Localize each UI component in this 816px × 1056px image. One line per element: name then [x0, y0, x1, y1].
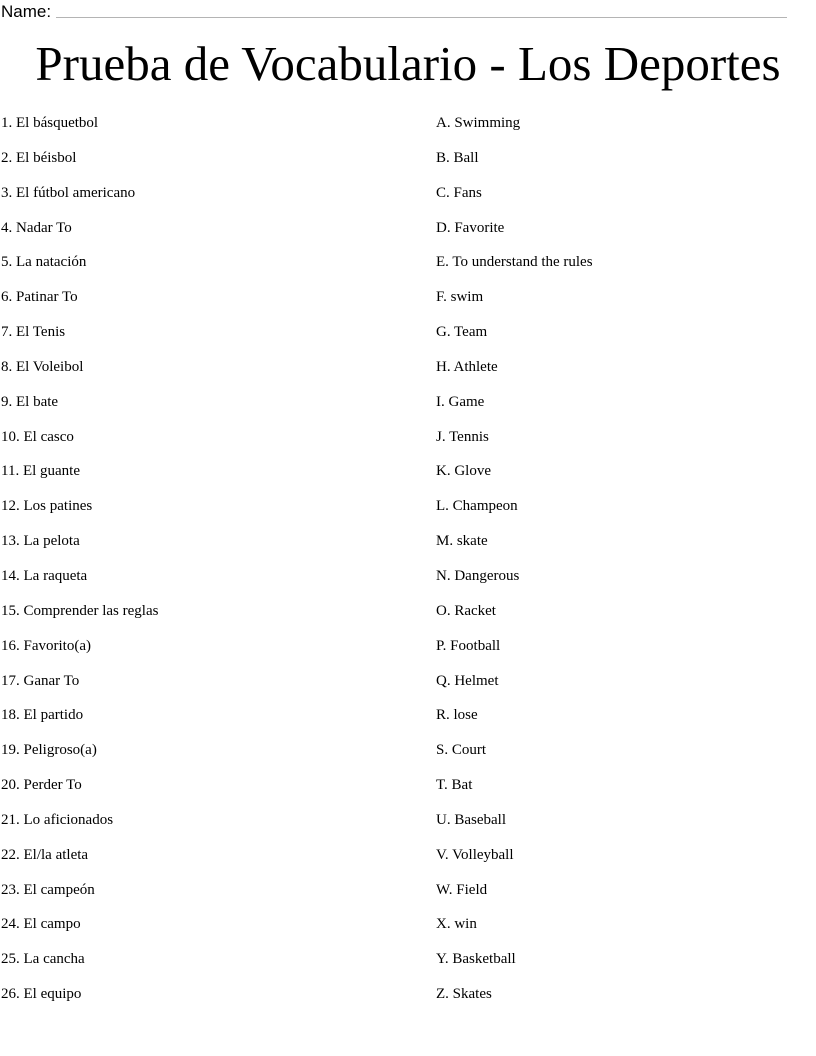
- vocab-term-item: 2. El béisbol: [1, 149, 77, 166]
- answer-choice-item: Q. Helmet: [436, 672, 499, 689]
- answer-choice-item: E. To understand the rules: [436, 254, 593, 271]
- vocab-term-item: 25. La cancha: [1, 951, 85, 968]
- vocab-term-item: 20. Perder To: [1, 777, 82, 794]
- answer-choice-item: B. Ball: [436, 149, 479, 166]
- vocab-term-item: 1. El básquetbol: [1, 115, 99, 131]
- answer-choice-item: R. lose: [436, 707, 478, 724]
- vocab-term-item: 23. El campeón: [1, 881, 95, 898]
- vocab-term-item: 16. Favorito(a): [1, 637, 91, 654]
- answer-choice-item: O. Racket: [436, 602, 496, 619]
- answer-choice-item: L. Champeon: [436, 498, 518, 515]
- answer-choice-item: P. Football: [436, 637, 501, 654]
- vocab-term-item: 18. El partido: [1, 707, 84, 724]
- answer-choice-item: T. Bat: [436, 777, 473, 794]
- answer-choice-item: I. Game: [436, 393, 485, 410]
- page-title: Prueba de Vocabulario - Los Deportes: [35, 36, 781, 91]
- vocab-term-item: 10. El casco: [1, 428, 74, 445]
- vocab-term-item: 11. El guante: [1, 463, 81, 480]
- answer-choice-item: D. Favorite: [436, 219, 505, 236]
- answer-choice-item: N. Dangerous: [436, 567, 520, 584]
- vocab-term-item: 22. El/la atleta: [1, 846, 89, 863]
- answer-choice-item: X. win: [436, 916, 477, 933]
- vocab-term-item: 3. El fútbol americano: [1, 184, 136, 201]
- vocab-term-item: 9. El bate: [1, 393, 59, 410]
- vocab-term-item: 21. Lo aficionados: [1, 811, 114, 828]
- answer-choice-item: J. Tennis: [436, 428, 489, 445]
- vocab-term-item: 8. El Voleibol: [1, 358, 84, 375]
- vocab-term-item: 13. La pelota: [1, 533, 80, 550]
- answer-choice-item: F. swim: [436, 289, 484, 306]
- answer-choice-item: W. Field: [436, 881, 488, 898]
- name-blank-line[interactable]: [56, 17, 787, 18]
- answer-choice-item: Z. Skates: [436, 986, 492, 1003]
- answer-choice-item: A. Swimming: [436, 115, 521, 131]
- answer-choice-item: G. Team: [436, 324, 488, 341]
- answer-choice-item: S. Court: [436, 742, 487, 759]
- vocab-term-item: 5. La natación: [1, 254, 87, 271]
- vocab-term-item: 12. Los patines: [1, 498, 93, 515]
- vocab-term-item: 6. Patinar To: [1, 289, 78, 306]
- vocab-term-item: 17. Ganar To: [1, 672, 80, 689]
- vocab-term-item: 19. Peligroso(a): [1, 742, 97, 759]
- vocab-term-item: 7. El Tenis: [1, 324, 66, 341]
- vocab-term-item: 26. El equipo: [1, 986, 82, 1003]
- name-row: [1, 0, 787, 22]
- terms-column: [1, 113, 421, 1019]
- vocab-term-item: 15. Comprender las reglas: [1, 602, 159, 619]
- answer-choice-item: K. Glove: [436, 463, 491, 480]
- answers-column: [436, 113, 806, 1019]
- answer-choice-item: H. Athlete: [436, 358, 498, 375]
- answer-choice-item: C. Fans: [436, 184, 482, 201]
- vocab-term-item: 24. El campo: [1, 916, 81, 933]
- vocab-term-item: 4. Nadar To: [1, 219, 72, 236]
- answer-choice-item: M. skate: [436, 533, 488, 550]
- answer-choice-item: U. Baseball: [436, 811, 506, 828]
- vocab-term-item: 14. La raqueta: [1, 567, 88, 584]
- answer-choice-item: Y. Basketball: [436, 951, 516, 968]
- answer-choice-item: V. Volleyball: [436, 846, 514, 863]
- name-label: Name:: [1, 2, 52, 21]
